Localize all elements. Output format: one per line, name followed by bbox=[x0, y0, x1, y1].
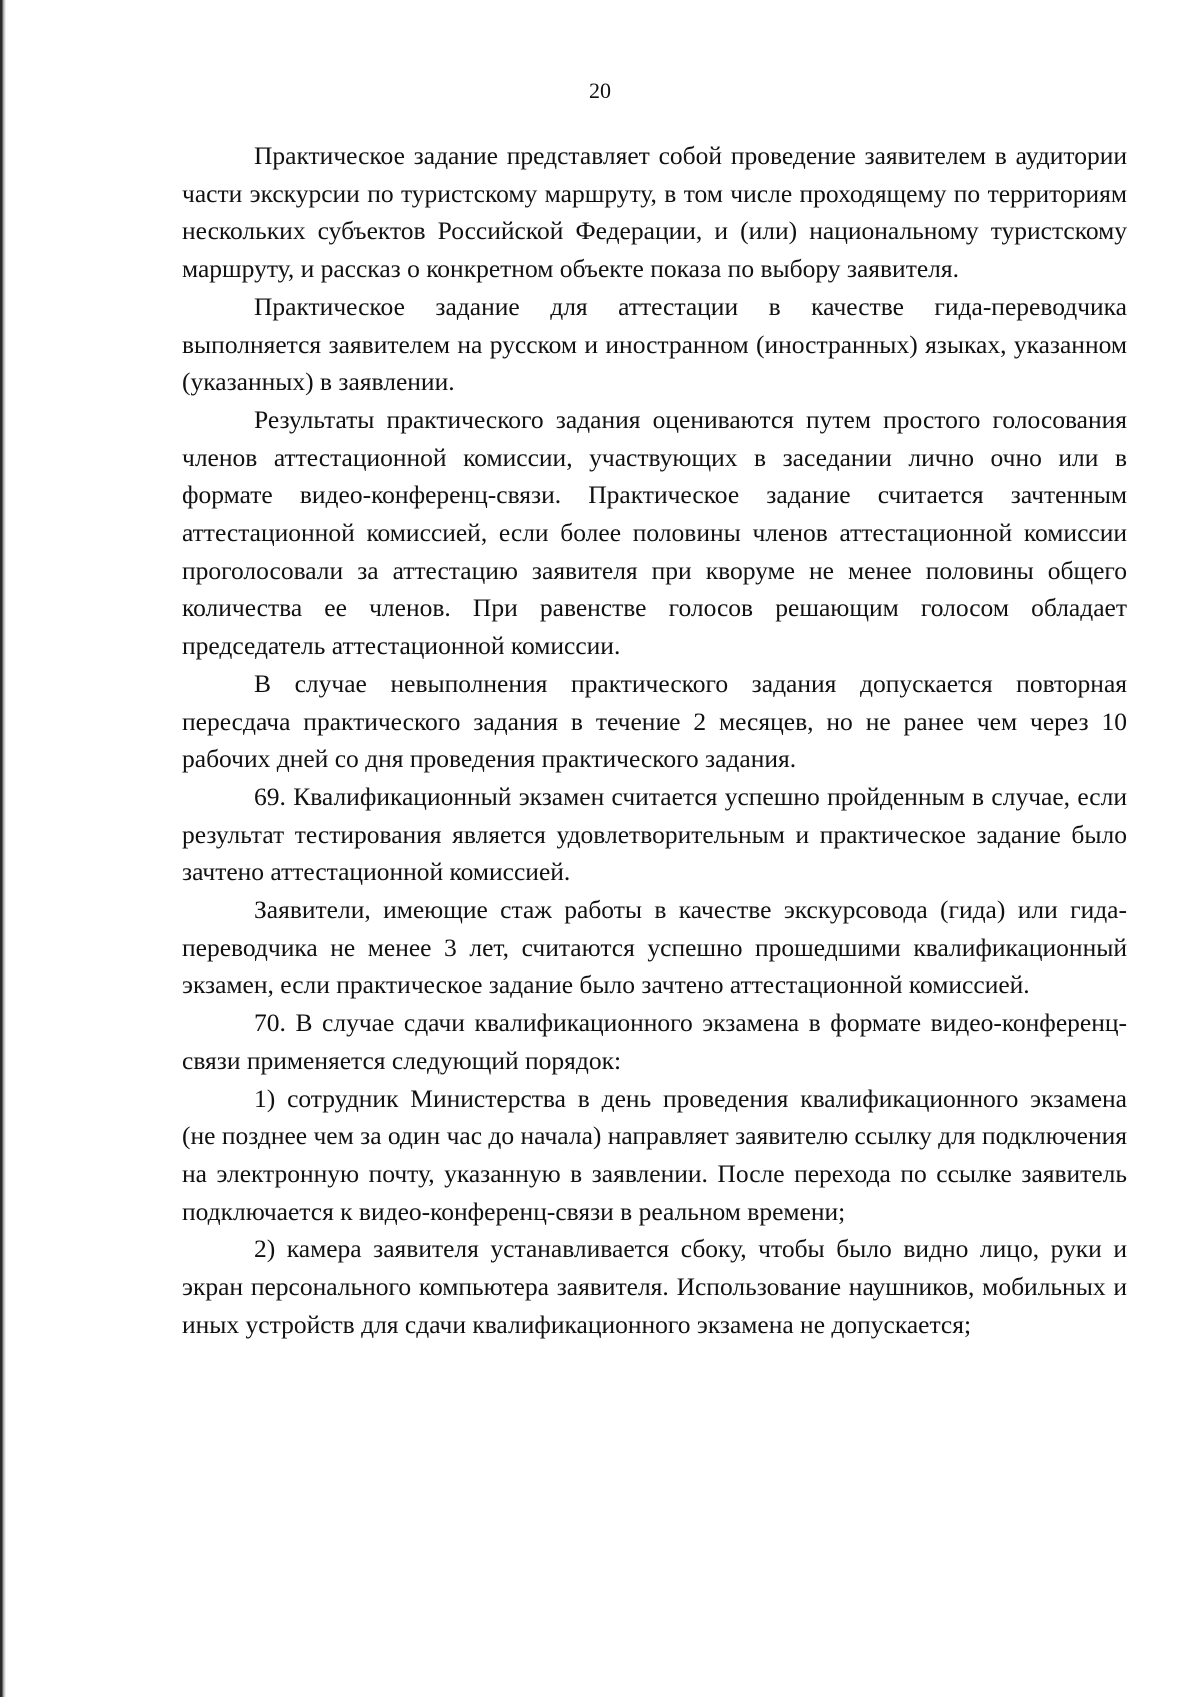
page-number: 20 bbox=[589, 78, 611, 103]
paragraph-practical-task: Практическое задание представляет собой проведение заявителем в аудитории части экскурсии по туристскому маршруту, в том числе проходящему по территориям нескольких субъектов Российской Федерации, и (или) национальному туристскому маршруту, и рассказ о конкретном объекте показа по выбору заявителя. bbox=[182, 141, 1127, 284]
paragraph-guide-interpreter: Практическое задание для аттестации в качестве гида-переводчика выполняется заявителем на русском и иностранном (иностранных) языках, указанном (указанных) в заявлении. bbox=[182, 291, 1127, 397]
paragraph-retake: В случае невыполнения практического задания допускается повторная пересдача практического задания в течение 2 месяцев, но не ранее чем через 10 рабочих дней со дня проведения практического задания. bbox=[182, 668, 1127, 774]
paragraph-item-2: 2) камера заявителя устанавливается сбоку, чтобы было видно лицо, руки и экран персонального компьютера заявителя. Использование наушников, мобильных и иных устройств для сдачи квалификационного экзамена не допускается; bbox=[182, 1234, 1127, 1339]
paragraph-results-voting: Результаты практического задания оцениваются путем простого голосования членов аттестационной комиссии, участвующих в заседании лично очно или в формате видео-конференц-связи. Практическое задание считается зачтенным аттестационной комиссией, если более половины членов аттестационной комиссии проголосовали за аттестацию заявителя при кворуме не менее половины общего количества ее членов. При равенстве голосов решающим голосом обладает председатель аттестационной комиссии. bbox=[182, 404, 1127, 661]
paragraph-item-1: 1) сотрудник Министерства в день проведения квалификационного экзамена (не позднее чем за один час до начала) направляет заявителю ссылку для подключения на электронную почту, указанную в заявлении. После перехода по ссылке заявитель подключается к видео-конференц-связи в реальном времени; bbox=[182, 1083, 1127, 1226]
paragraph-clause-69: 69. Квалификационный экзамен считается успешно пройденным в случае, если результат тестирования является удовлетворительным и практическое задание было зачтено аттестационной комиссией. bbox=[182, 781, 1127, 887]
paragraph-experienced-applicants: Заявители, имеющие стаж работы в качестве экскурсовода (гида) или гида-переводчика не менее 3 лет, считаются успешно прошедшими квалификационный экзамен, если практическое задание было зачтено аттестационной комиссией. bbox=[182, 895, 1127, 1000]
paragraph-clause-70: 70. В случае сдачи квалификационного экзамена в формате видео-конференц-связи применяется следующий порядок: bbox=[182, 1008, 1127, 1075]
scan-edge bbox=[0, 0, 6, 1697]
document-body bbox=[182, 137, 1127, 1344]
